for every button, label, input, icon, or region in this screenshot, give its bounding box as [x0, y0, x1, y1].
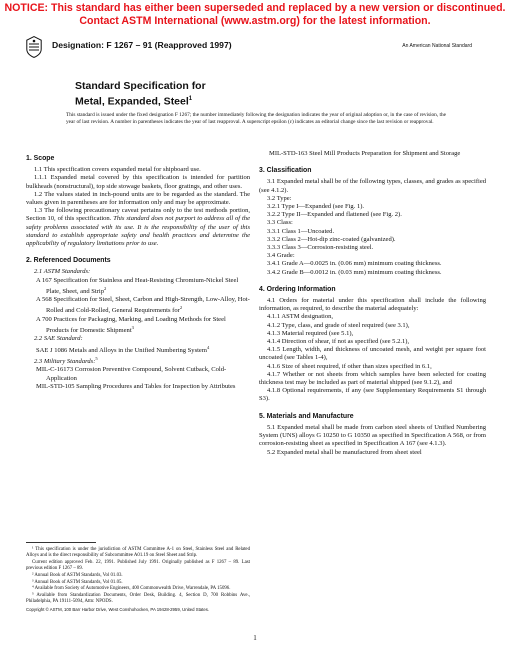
- para-3-3-2: 3.3.2 Class 2—Hot-dip zinc-coated (galvanized).: [267, 235, 396, 243]
- right-column: [259, 150, 486, 457]
- american-national-standard-note: An American National Standard: [402, 43, 472, 49]
- para-2-1: 2.1 ASTM Standards:: [34, 268, 91, 276]
- section-5-heading: 5. Materials and Manufacture: [259, 412, 354, 420]
- para-2-3-sup: 5: [95, 355, 98, 361]
- para-3-4-2: 3.4.2 Grade B—0.0012 in. (0.03 mm) minimum coating thickness.: [267, 268, 442, 276]
- document-title: [75, 80, 455, 108]
- para-1-2: 1.2 The values stated in inch-pound units are to be regarded as the standard. The values given in parentheses are for information only and may be approximate.: [26, 190, 250, 207]
- para-4-1-5: 4.1.5 Length, width, and thickness of uncoated mesh, and weight per square foot uncoated (see Tables 1-4),: [259, 346, 486, 362]
- para-2-2: 2.2 SAE Standard:: [34, 335, 83, 343]
- para-3-2: 3.2 Type:: [267, 194, 292, 202]
- page-number: 1: [253, 634, 257, 642]
- para-5-2: 5.2 Expanded metal shall be manufactured from sheet steel: [267, 448, 422, 456]
- section-4-heading: 4. Ordering Information: [259, 285, 336, 293]
- para-4-1-7: 4.1.7 Whether or not sheets from which samples have been selected for coating thickness test may be included as part of material shipped (see 9.1.2), and: [259, 370, 486, 387]
- ref-sae-j1086-text: SAE J 1086 Metals and Alloys in the Unified Numbering System: [36, 346, 207, 354]
- section-1-heading: 1. Scope: [26, 155, 55, 162]
- ref-a700: [36, 315, 250, 336]
- para-3-2-2: 3.2.2 Type II—Expanded and flattened (see Fig. 2).: [267, 211, 402, 219]
- para-2-3: [26, 355, 250, 366]
- para-3-3: 3.3 Class:: [267, 219, 293, 227]
- para-3-4-1: 3.4.1 Grade A—0.0025 in. (0.06 mm) minimum coating thickness.: [267, 260, 442, 268]
- issuance-note: This standard is issued under the fixed designation F 1267; the number immediately following the designation indicates the year of original adoption or, in the case of revision, the year of last revision. A number in parentheses indicates the year of last reapproval. A superscript epsilon (ε) indicates an editorial change since the last revision or reapproval.: [66, 112, 446, 125]
- footnote-5: ⁵ Available from Standardization Documents, Order Desk, Building. 4, Section D, 700 Robbins Ave., Philadelphia, PA 19111-5094, Attn: NPODS.: [26, 593, 250, 605]
- ref-mil-std-163: MIL-STD-163 Steel Mill Products Preparation for Shipment and Storage: [269, 150, 461, 157]
- ref-a167: [36, 276, 250, 297]
- para-1-1: 1.1 This specification covers expanded metal for shipboard use.: [34, 166, 201, 174]
- ref-mil-std-105: MIL-STD-105 Sampling Procedures and Tables for Inspection by Attributes: [36, 382, 236, 390]
- ref-a167-sup: 2: [104, 285, 107, 291]
- para-3-3-1: 3.3.1 Class 1—Uncoated.: [267, 227, 335, 235]
- footnote-1-edition: Current edition approved Feb. 22, 1991. Published July 1991. Originally published as F 1267 – 89. Last previous edition F 1267 – 89.: [26, 559, 250, 571]
- para-4-1-1: 4.1.1 ASTM designation,: [267, 313, 334, 321]
- ref-a568-text: A 568 Specification for Steel, Sheet, Carbon and High-Strength, Low-Alloy, Hot-Rolled and Cold-Rolled, General Requirements for: [36, 296, 250, 315]
- safety-caveat: This standard does not purport to address all of the safety problems associated with its use. It is the responsibility of the user of this standard to establish appropriate safety and health practices and determine the applicability of regulatory limitations prior to use.: [26, 215, 250, 248]
- ref-sae-j1086: [36, 344, 250, 355]
- notice-line-1: NOTICE: This standard has either been superseded and replaced by a new version or discontinued.: [4, 2, 506, 14]
- section-3-heading: 3. Classification: [259, 167, 312, 175]
- notice-line-2: Contact ASTM International (www.astm.org) for the latest information.: [79, 14, 431, 27]
- para-3-1: 3.1 Expanded metal shall be of the following types, classes, and grades as specified (see 4.1.2).: [259, 178, 486, 194]
- para-1-3: [26, 207, 250, 248]
- para-3-2-1: 3.2.1 Type I—Expanded (see Fig. 1).: [267, 203, 365, 211]
- para-4-1-3: 4.1.3 Material required (see 5.1),: [267, 329, 354, 337]
- left-column: [26, 151, 250, 391]
- footnote-2: ² Annual Book of ASTM Standards, Vol 01.03.: [32, 572, 123, 578]
- ref-mil-c-16173: MIL-C-16173 Corrosion Preventive Compound, Solvent Cutback, Cold-Application: [36, 366, 227, 382]
- para-4-1-6: 4.1.6 Size of sheet required, if other than sizes specified in 6.1,: [267, 362, 432, 370]
- para-1-3-text: 1.3 The following precautionary caveat pertains only to the test methods portion, Section 10, of this specification.: [26, 207, 250, 223]
- ref-a700-text: A 700 Practices for Packaging, Marking, and Loading Methods for Steel Products for Domestic Shipment: [36, 315, 226, 335]
- ref-sae-j1086-sup: 4: [206, 344, 210, 350]
- para-5-1: 5.1 Expanded metal shall be made from carbon steel sheets of Unified Numbering System (UNS) alloys G 10250 to G 10350 as specified in Specification A 568, or from corrosion-resisting sheet as specified in Specification A 167 (see 4.1.3).: [259, 423, 486, 448]
- ref-a568-sup: 2: [179, 305, 183, 311]
- copyright-line: Copyright © ASTM, 100 Barr Harbor Drive, West Conshohocken, PA 19428-2959, United States.: [26, 607, 210, 612]
- para-4-1: 4.1 Orders for material under this specification shall include the following information, as required, to describe the material adequately:: [259, 297, 486, 313]
- ref-a700-sup: 3: [131, 325, 134, 330]
- astm-logo-icon: [26, 36, 42, 58]
- para-4-1-8: 4.1.8 Optional requirements, if any (see Supplementary Requirements S1 through S3).: [259, 387, 486, 403]
- footnotes: [26, 547, 250, 606]
- para-1-1-1: 1.1.1 Expanded metal covered by this specification is intended for partition bulkheads (nonstructural), top side stowage baskets, floor gratings, and other uses.: [26, 174, 250, 190]
- para-4-1-2: 4.1.2 Type, class, and grade of steel required (see 3.1),: [267, 321, 410, 329]
- designation: Designation: F 1267 – 91 (Reapproved 1997): [52, 40, 232, 50]
- supersede-notice: [0, 2, 510, 27]
- section-2-heading: 2. Referenced Documents: [26, 257, 111, 265]
- footnote-divider: [26, 542, 96, 543]
- footnote-1: ¹ This specification is under the jurisdiction of ASTM Committee A-1 on Steel, Stainless Steel and Related Alloys and is the direct responsibility of Subcommittee A01.19 on Steel Sheet and Strip.: [26, 547, 250, 558]
- title-line-1: Standard Specification for: [75, 80, 206, 92]
- para-3-4: 3.4 Grade:: [267, 252, 295, 260]
- footnote-3: ³ Annual Book of ASTM Standards, Vol 01.05.: [32, 579, 123, 585]
- title-line-2: Metal, Expanded, Steel: [75, 95, 189, 107]
- ref-a568: [36, 296, 250, 316]
- footnote-4: ⁴ Available from Society of Automotive Engineers, 400 Commonwealth Drive, Warrendale, PA 15096.: [32, 586, 231, 592]
- title-footnote-ref: 1: [188, 95, 193, 102]
- para-4-1-4: 4.1.4 Direction of shear, if not as specified (see 5.2.1),: [267, 338, 410, 346]
- para-2-3-text: 2.3 Military Standards:: [34, 358, 96, 366]
- para-3-3-3: 3.3.3 Class 3—Corrosion-resisting steel.: [267, 244, 374, 252]
- title-line-2-wrap: [75, 93, 455, 108]
- ref-a167-text: A 167 Specification for Stainless and Heat-Resisting Chromium-Nickel Steel Plate, Sheet, and Strip: [36, 276, 239, 296]
